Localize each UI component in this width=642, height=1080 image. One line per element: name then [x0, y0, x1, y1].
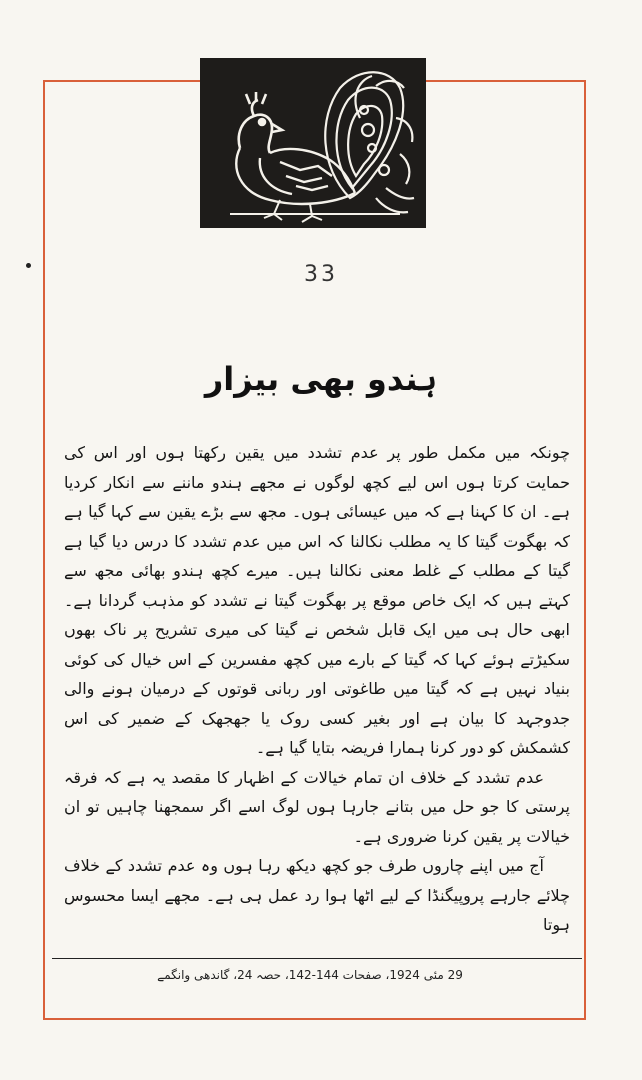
footnote-divider [52, 958, 582, 959]
chapter-number: 33 [304, 262, 338, 287]
paragraph: چونکہ میں مکمل طور پر عدم تشدد میں یقین رکھتا ہوں اور اس کی حمایت کرتا ہوں اس لیے کچھ لوگوں نے مجھے ہندو ماننے سے انکار کردیا ہے۔ ان کا کہنا ہے کہ میں عیسائی ہوں۔ مجھ سے بڑے یقین سے کہا گیا ہے کہ بھگوت گیتا کا یہ مطلب نکالنا کہ اس میں عدم تشدد کا درس دیا گیا ہے گیتا کے مطلب کے غلط معنی نکالنا ہیں۔ میرے کچھ ہندو بھائی مجھ سے کہتے ہیں کہ ایک خاص موقع پر بھگوت گیتا نے تشدد کو مذہب گردانا ہے۔ ابھی حال ہی میں ایک قابل شخص نے گیتا کی میری تشریح پر ناک بھوں سکیڑتے ہوئے کہا کہ گیتا کے بارے میں کچھ مفسرین کے اس خیال کی کوئی بنیاد نہیں ہے کہ گیتا میں طاغوتی اور ربانی قوتوں کے درمیان ہونے والی جدوجہد کا بیان ہے اور بغیر کسی روک یا جھجھک کے ضمیر کی اس کشمکش کو دور کرنا ہمارا فریضہ بتایا گیا ہے۔ [64, 443, 570, 757]
paragraph: عدم تشدد کے خلاف ان تمام خیالات کے اظہار کا مقصد یہ ہے کہ فرقہ پرستی کا جو حل میں بتانے جارہا ہوں لوگ اسے اگر سمجھنا چاہیں تو ان خیالات پر یقین کرنا ضروری ہے۔ [64, 767, 570, 846]
peacock-icon [200, 58, 426, 228]
chapter-title: ہندو بھی بیزار [204, 360, 438, 398]
body-text [64, 438, 570, 940]
footnote: 29 مئی 1924، صفحات 144-142، حصہ 24، گاندھی وانگمے [157, 968, 463, 982]
chapter-ornament [200, 58, 426, 228]
paragraph: آج میں اپنے چاروں طرف جو کچھ دیکھ رہا ہوں وہ عدم تشدد کے خلاف چلائے جارہے پروپیگنڈا کے لیے اٹھا ہوا رد عمل ہی ہے۔ مجھے ایسا محسوس ہوتا [64, 856, 570, 934]
